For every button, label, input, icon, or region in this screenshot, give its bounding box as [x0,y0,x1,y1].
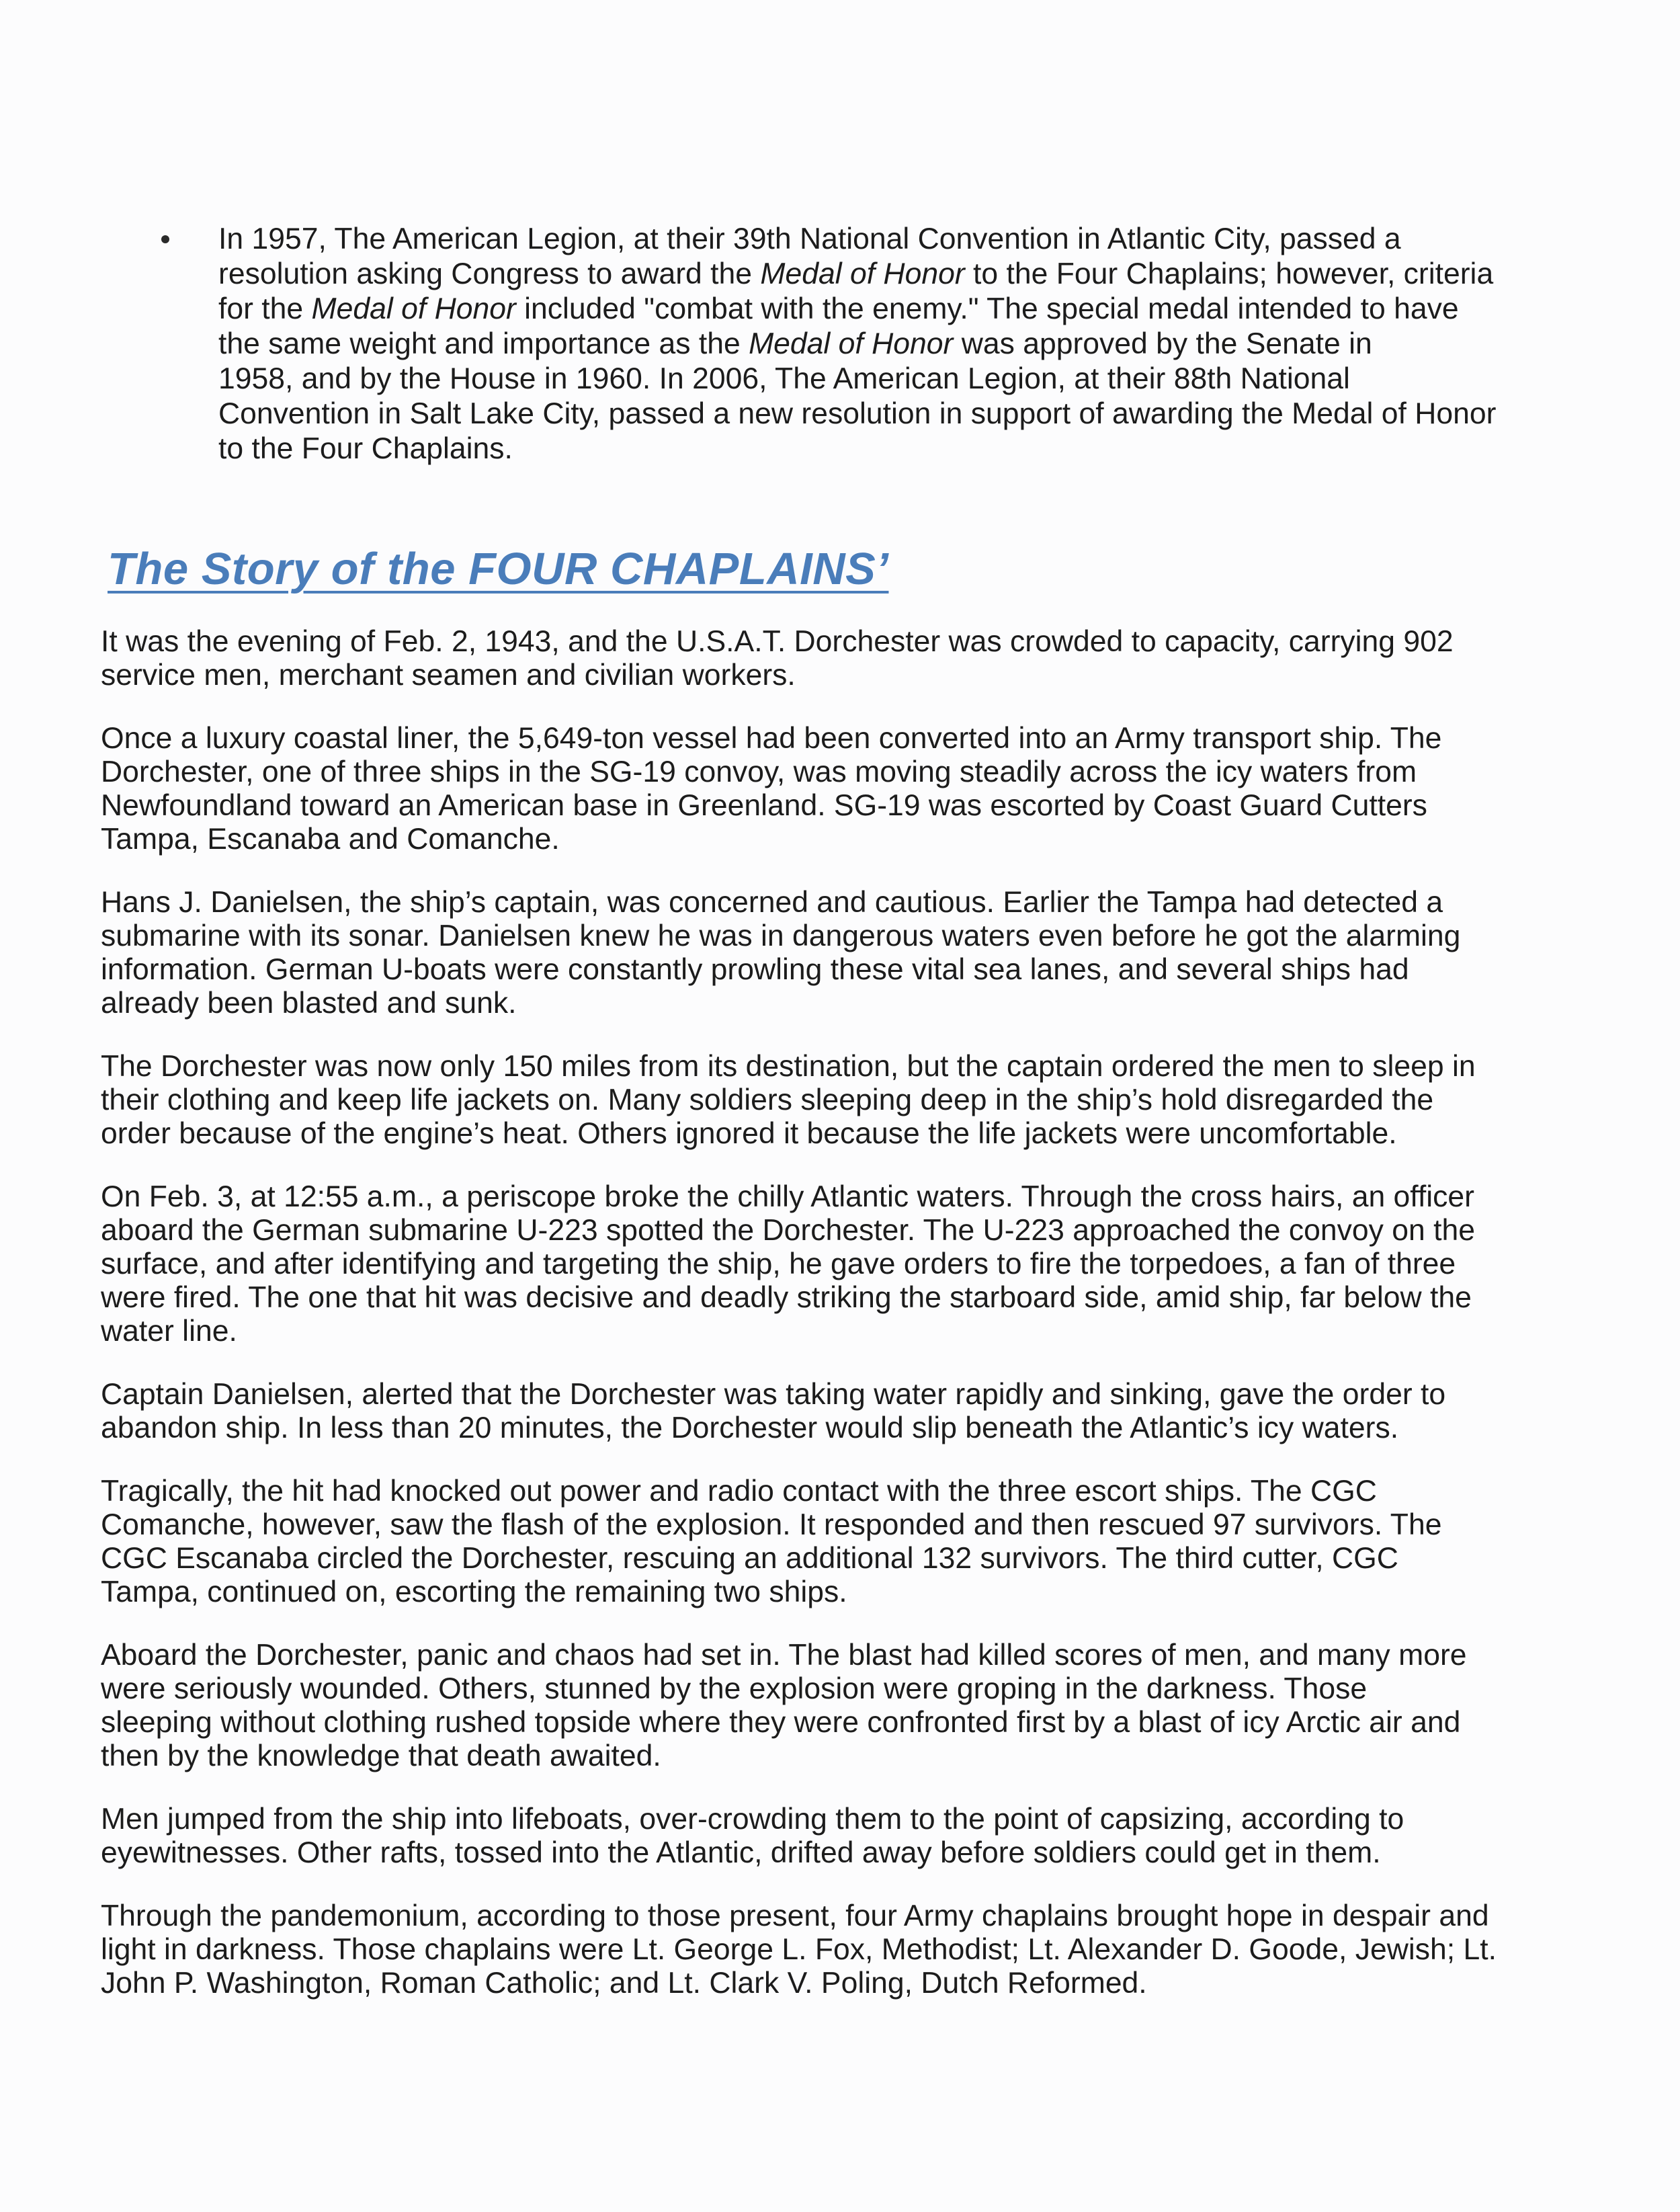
paragraph: On Feb. 3, at 12:55 a.m., a periscope broke the chilly Atlantic waters. Through the cross hairs, an officer aboard the German submarine U-223 spotted the Dorchester. The U-223 approached the convoy on the surface, and after identifying and targeting the ship, he gave orders to fire the torpedoes, a fan of three were fired. The one that hit was decisive and deadly striking the starboard side, amid ship, far below the water line. [101,1180,1475,1348]
bullet-text-part-3: included "combat with the enemy." The special medal intended to have the same weight and importance as the [218,292,1459,360]
paragraph: It was the evening of Feb. 2, 1943, and the U.S.A.T. Dorchester was crowded to capacity, carrying 902 service men, merchant seamen and civilian workers. [101,625,1454,692]
paragraph: Once a luxury coastal liner, the 5,649-ton vessel had been converted into an Army transport ship. The Dorchester, one of three ships in the SG-19 convoy, was moving steadily across the icy waters from Newfoundland toward an American base in Greenland. SG-19 was escorted by Coast Guard Cutters Tampa, Escanaba and Comanche. [101,722,1442,856]
story-body [101,625,1539,2030]
paragraph: Men jumped from the ship into lifeboats, over-crowding them to the point of capsizing, according to eyewitnesses. Other rafts, tossed into the Atlantic, drifted away before soldiers could get in them. [101,1803,1404,1869]
bullet-text [218,222,1532,466]
paragraph: Through the pandemonium, according to those present, four Army chaplains brought hope in despair and light in darkness. Those chaplains were Lt. George L. Fox, Methodist; Lt. Alexander D. Goode, Jewish; Lt. John P. Washington, Roman Catholic; and Lt. Clark V. Poling, Dutch Reformed. [101,1899,1497,2000]
paragraph: Hans J. Danielsen, the ship’s captain, was concerned and cautious. Earlier the Tampa had detected a submarine with its sonar. Danielsen knew he was in dangerous waters even before he got the alarming information. German U-boats were constantly prowling these vital sea lanes, and several ships had already been blasted and sunk. [101,886,1461,1020]
bullet-text-part-4: was approved by the Senate in 1958, and by the House in 1960. In 2006, The American Legion, at their 88th National Convention in Salt Lake City, passed a new resolution in support of awarding the Medal of Honor to the Four Chaplains. [218,327,1497,465]
paragraph: Tragically, the hit had knocked out power and radio contact with the three escort ships. The CGC Comanche, however, saw the flash of the explosion. It responded and then rescued 97 survivors. The CGC Escanaba circled the Dorchester, rescuing an additional 132 survivors. The third cutter, CGC Tampa, continued on, escorting the remaining two ships. [101,1475,1442,1608]
bullet-text-part-2: to the Four Chaplains; however, criteria for the [218,257,1494,325]
medal-of-honor-italic-3: Medal of Honor [749,327,954,360]
paragraph: The Dorchester was now only 150 miles from its destination, but the captain ordered the men to sleep in their clothing and keep life jackets on. Many soldiers sleeping deep in the ship’s hold disregarded the order because of the engine’s heat. Others ignored it because the life jackets were uncomfortable. [101,1050,1476,1150]
section-heading: The Story of the FOUR CHAPLAINS’ [108,544,889,594]
paragraph: Captain Danielsen, alerted that the Dorchester was taking water rapidly and sinking, gave the order to abandon ship. In less than 20 minutes, the Dorchester would slip beneath the Atlantic’s icy waters. [101,1378,1446,1444]
bullet-icon [161,235,169,243]
medal-of-honor-italic-1: Medal of Honor [760,257,965,290]
medal-of-honor-bullet [155,222,1532,466]
medal-of-honor-italic-2: Medal of Honor [311,292,516,325]
bullet-text-part-1: In 1957, The American Legion, at their 39th National Convention in Atlantic City, passed a resolution asking Congress to award the [218,222,1401,290]
paragraph: Aboard the Dorchester, panic and chaos had set in. The blast had killed scores of men, and many more were seriously wounded. Others, stunned by the explosion were groping in the darkness. Those sleeping without clothing rushed topside where they were confronted first by a blast of icy Arctic air and then by the knowledge that death awaited. [101,1639,1467,1772]
